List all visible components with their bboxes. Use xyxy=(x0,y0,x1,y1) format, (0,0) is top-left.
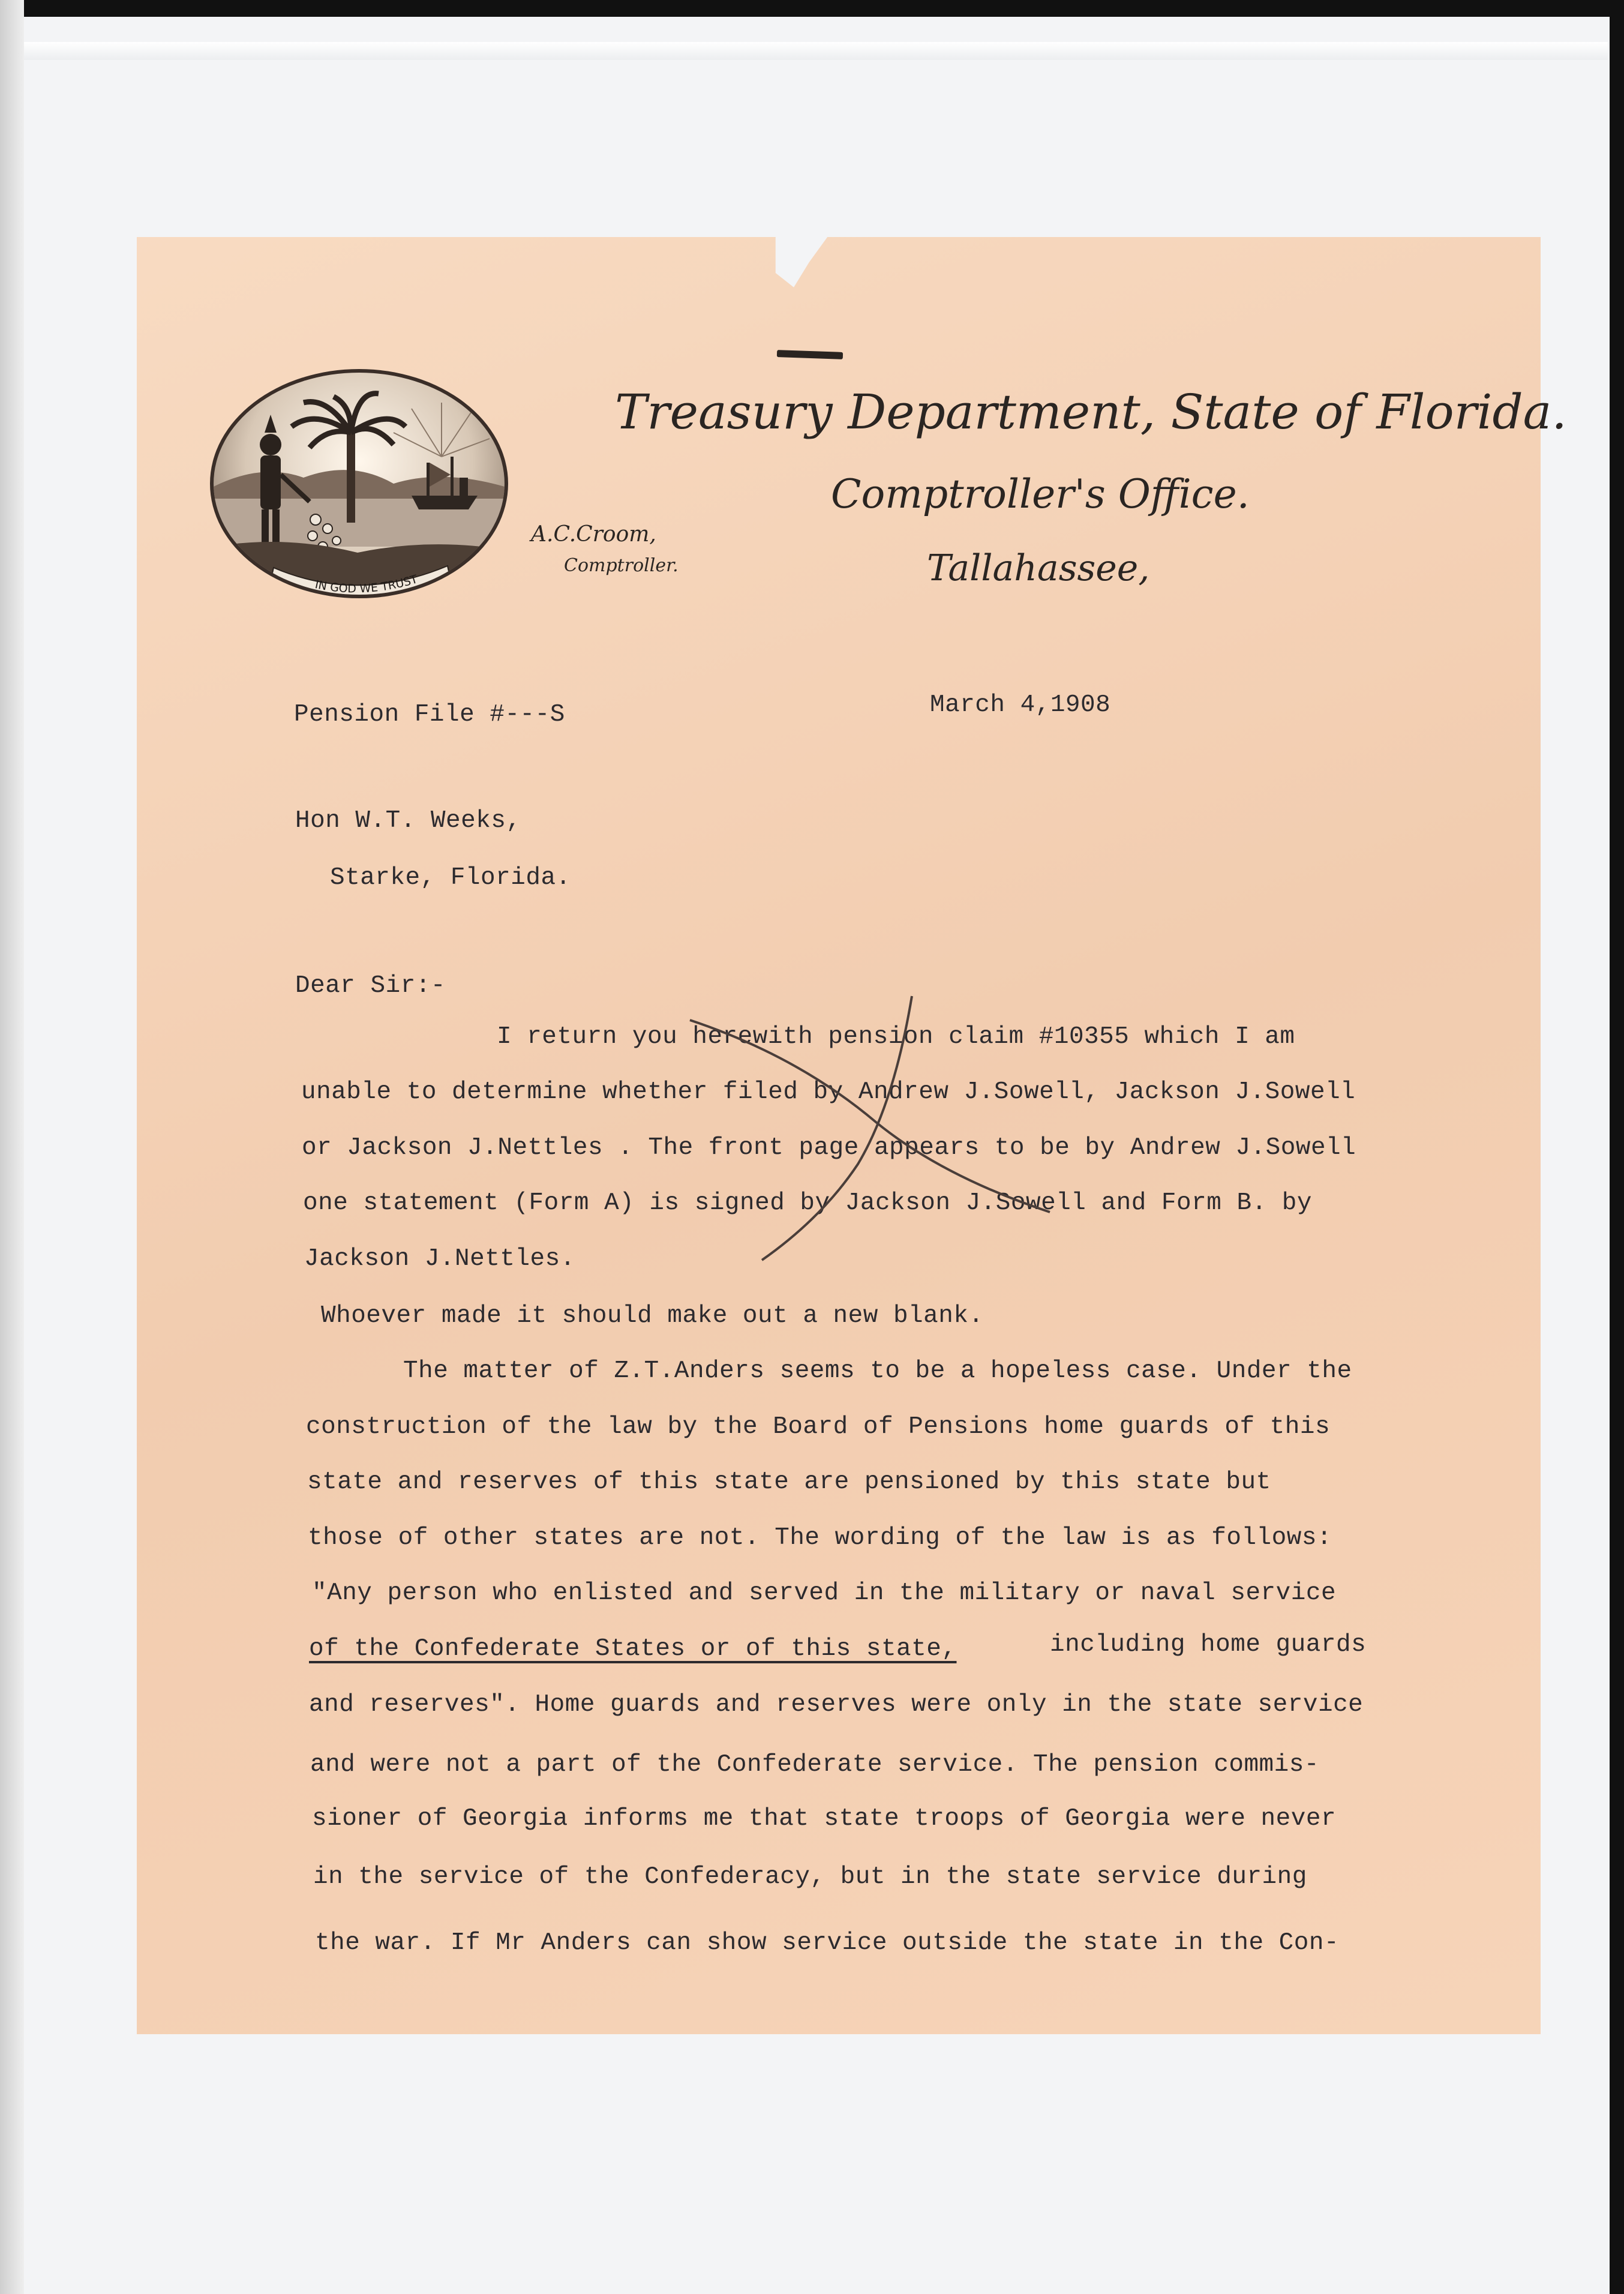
body-line: construction of the law by the Board of Pensions home guards of this xyxy=(306,1413,1331,1441)
body-line: The matter of Z.T.Anders seems to be a hopeless case. Under the xyxy=(403,1357,1352,1385)
body-line: "Any person who enlisted and served in the military or naval service xyxy=(312,1579,1337,1607)
seal-illustration xyxy=(214,373,505,595)
scan-border-top xyxy=(0,0,1624,17)
sun-rays-icon xyxy=(394,403,490,457)
salutation: Dear Sir:- xyxy=(295,972,446,1000)
letterhead-office: Comptroller's Office. xyxy=(831,471,1250,517)
body-line: one statement (Form A) is signed by Jackson J.Sowell and Form B. by xyxy=(303,1189,1312,1217)
body-line: sioner of Georgia informs me that state troops of Georgia were never xyxy=(312,1805,1337,1833)
body-line: unable to determine whether filed by Andrew J.Sowell, Jackson J.Sowell xyxy=(301,1078,1356,1106)
florida-state-seal xyxy=(210,369,508,598)
scan-edge-left xyxy=(0,0,24,2294)
reference-line: Pension File #---S xyxy=(294,701,565,728)
recipient-name: Hon W.T. Weeks, xyxy=(295,807,521,835)
body-line: Whoever made it should make out a new blank. xyxy=(321,1302,984,1330)
body-line: including home guards xyxy=(1050,1631,1367,1659)
body-line: those of other states are not. The wording of the law is as follows: xyxy=(308,1524,1332,1552)
body-line: the war. If Mr Anders can show service outside the state in the Con- xyxy=(315,1929,1340,1957)
letterhead-title: Treasury Department, State of Florida. xyxy=(615,384,1567,440)
letter-date: March 4,1908 xyxy=(930,691,1111,719)
body-line: state and reserves of this state are pensioned by this state but xyxy=(307,1468,1271,1496)
seal-motto: IN GOD WE TRUST xyxy=(314,572,419,595)
scan-bed-line xyxy=(24,42,1608,60)
scan-border-right xyxy=(1610,0,1624,2294)
body-line: Jackson J.Nettles. xyxy=(304,1245,575,1273)
body-line: in the service of the Confederacy, but in the state service during xyxy=(313,1863,1307,1891)
comptroller-title: Comptroller. xyxy=(564,555,679,576)
body-line: and reserves". Home guards and reserves were only in the state service xyxy=(309,1691,1364,1719)
pen-cross-mark xyxy=(678,984,1098,1272)
body-line: I return you herewith pension claim #10355 which I am xyxy=(497,1023,1295,1051)
body-line: or Jackson J.Nettles . The front page appears to be by Andrew J.Sowell xyxy=(302,1134,1356,1162)
body-line: and were not a part of the Confederate service. The pension commis- xyxy=(310,1751,1319,1779)
recipient-location: Starke, Florida. xyxy=(330,864,571,892)
letterhead-city: Tallahassee, xyxy=(927,547,1150,589)
body-line-underlined: of the Confederate States or of this state, xyxy=(309,1635,957,1663)
comptroller-name: A.C.Croom, xyxy=(531,522,656,547)
